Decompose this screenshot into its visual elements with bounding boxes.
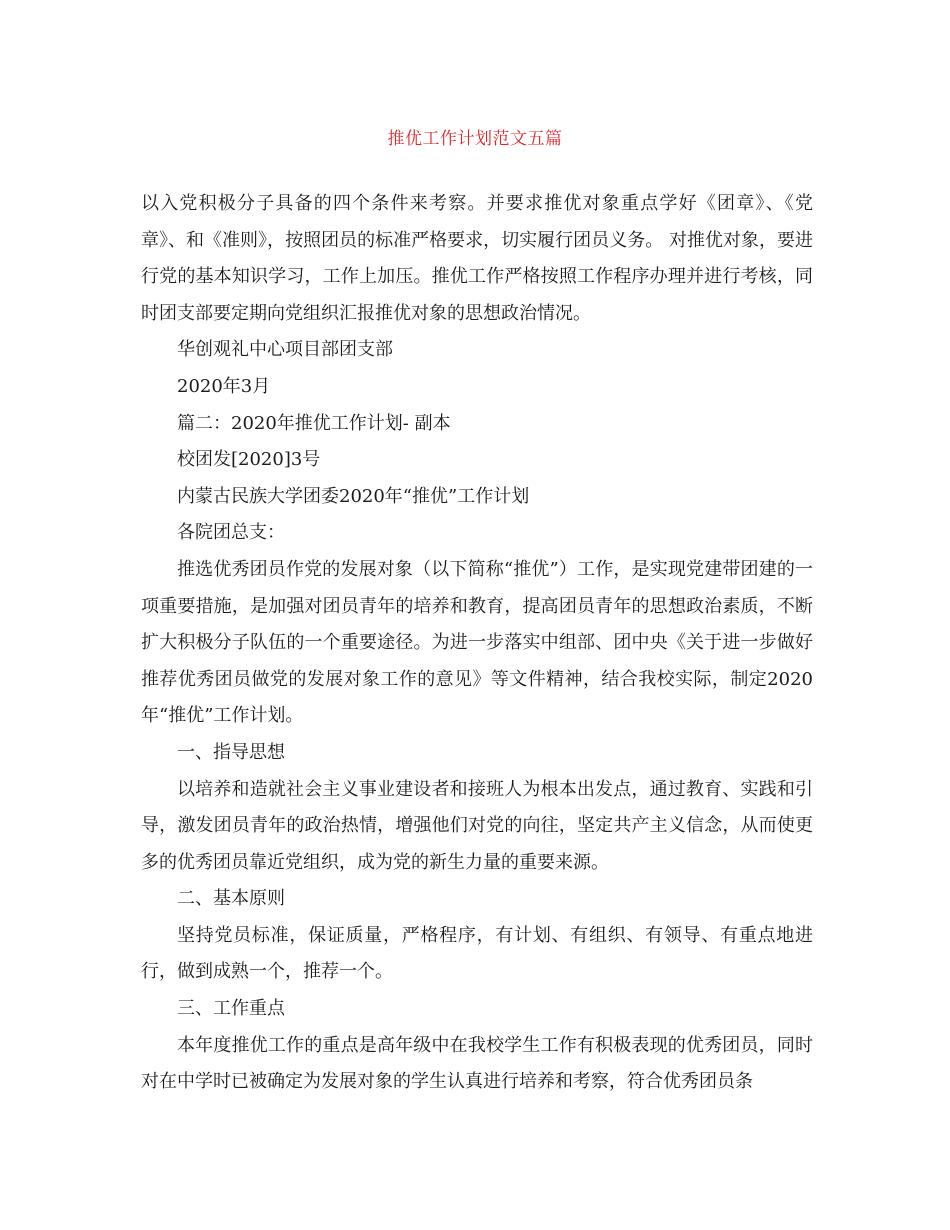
paragraph: 推选优秀团员作党的发展对象（以下简称“推优”）工作，是实现党建带团建的一项重要措施，是加强对团员青年的培养和教育，提高团员青年的思想政治素质，不断扩大积极分子队伍的一个重要途径。为进一步落实中组部、团中央《关于进一步做好推荐优秀团员做党的发展对象工作的意见》等文件精神，结合我校实际，制定2020年“推优”工作计划。 xyxy=(141,558,813,727)
paragraph: 校团发[2020]3号 xyxy=(177,449,321,471)
paragraph: 各院团总支： xyxy=(177,522,285,544)
paragraph: 篇二：2020年推优工作计划- 副本 xyxy=(177,412,451,434)
paragraph: 2020年3月 xyxy=(177,375,271,397)
paragraph: 内蒙古民族大学团委2020年“推优”工作计划 xyxy=(177,485,530,507)
paragraph: 本年度推优工作的重点是高年级中在我校学生工作有积极表现的优秀团员，同时对在中学时已被确定为发展对象的学生认真进行培养和考察，符合优秀团员条 xyxy=(141,1034,813,1093)
section-heading: 三、工作重点 xyxy=(177,998,285,1020)
paragraph: 以入党积极分子具备的四个条件来考察。并要求推优对象重点学好《团章》、《党章》、和《准则》，按照团员的标准严格要求，切实履行团员义务。 对推优对象，要进行党的基本知识学习，工作上加压。推优工作严格按照工作程序办理并进行考核，同时团支部要定期向党组织汇报推优对象的思想政治情况。 xyxy=(141,193,813,324)
document-title: 推优工作计划范文五篇 xyxy=(387,129,563,149)
paragraph: 华创观礼中心项目部团支部 xyxy=(177,339,393,361)
paragraph: 坚持党员标准，保证质量，严格程序，有计划、有组织、有领导、有重点地进行，做到成熟一个，推荐一个。 xyxy=(141,924,813,983)
paragraph: 以培养和造就社会主义事业建设者和接班人为根本出发点，通过教育、实践和引导，激发团员青年的政治热情，增强他们对党的向往，坚定共产主义信念，从而使更多的优秀团员靠近党组织，成为党的新生力量的重要来源。 xyxy=(141,778,813,873)
section-heading: 一、指导思想 xyxy=(177,741,285,763)
section-heading: 二、基本原则 xyxy=(177,888,285,910)
document-body xyxy=(141,186,813,1101)
